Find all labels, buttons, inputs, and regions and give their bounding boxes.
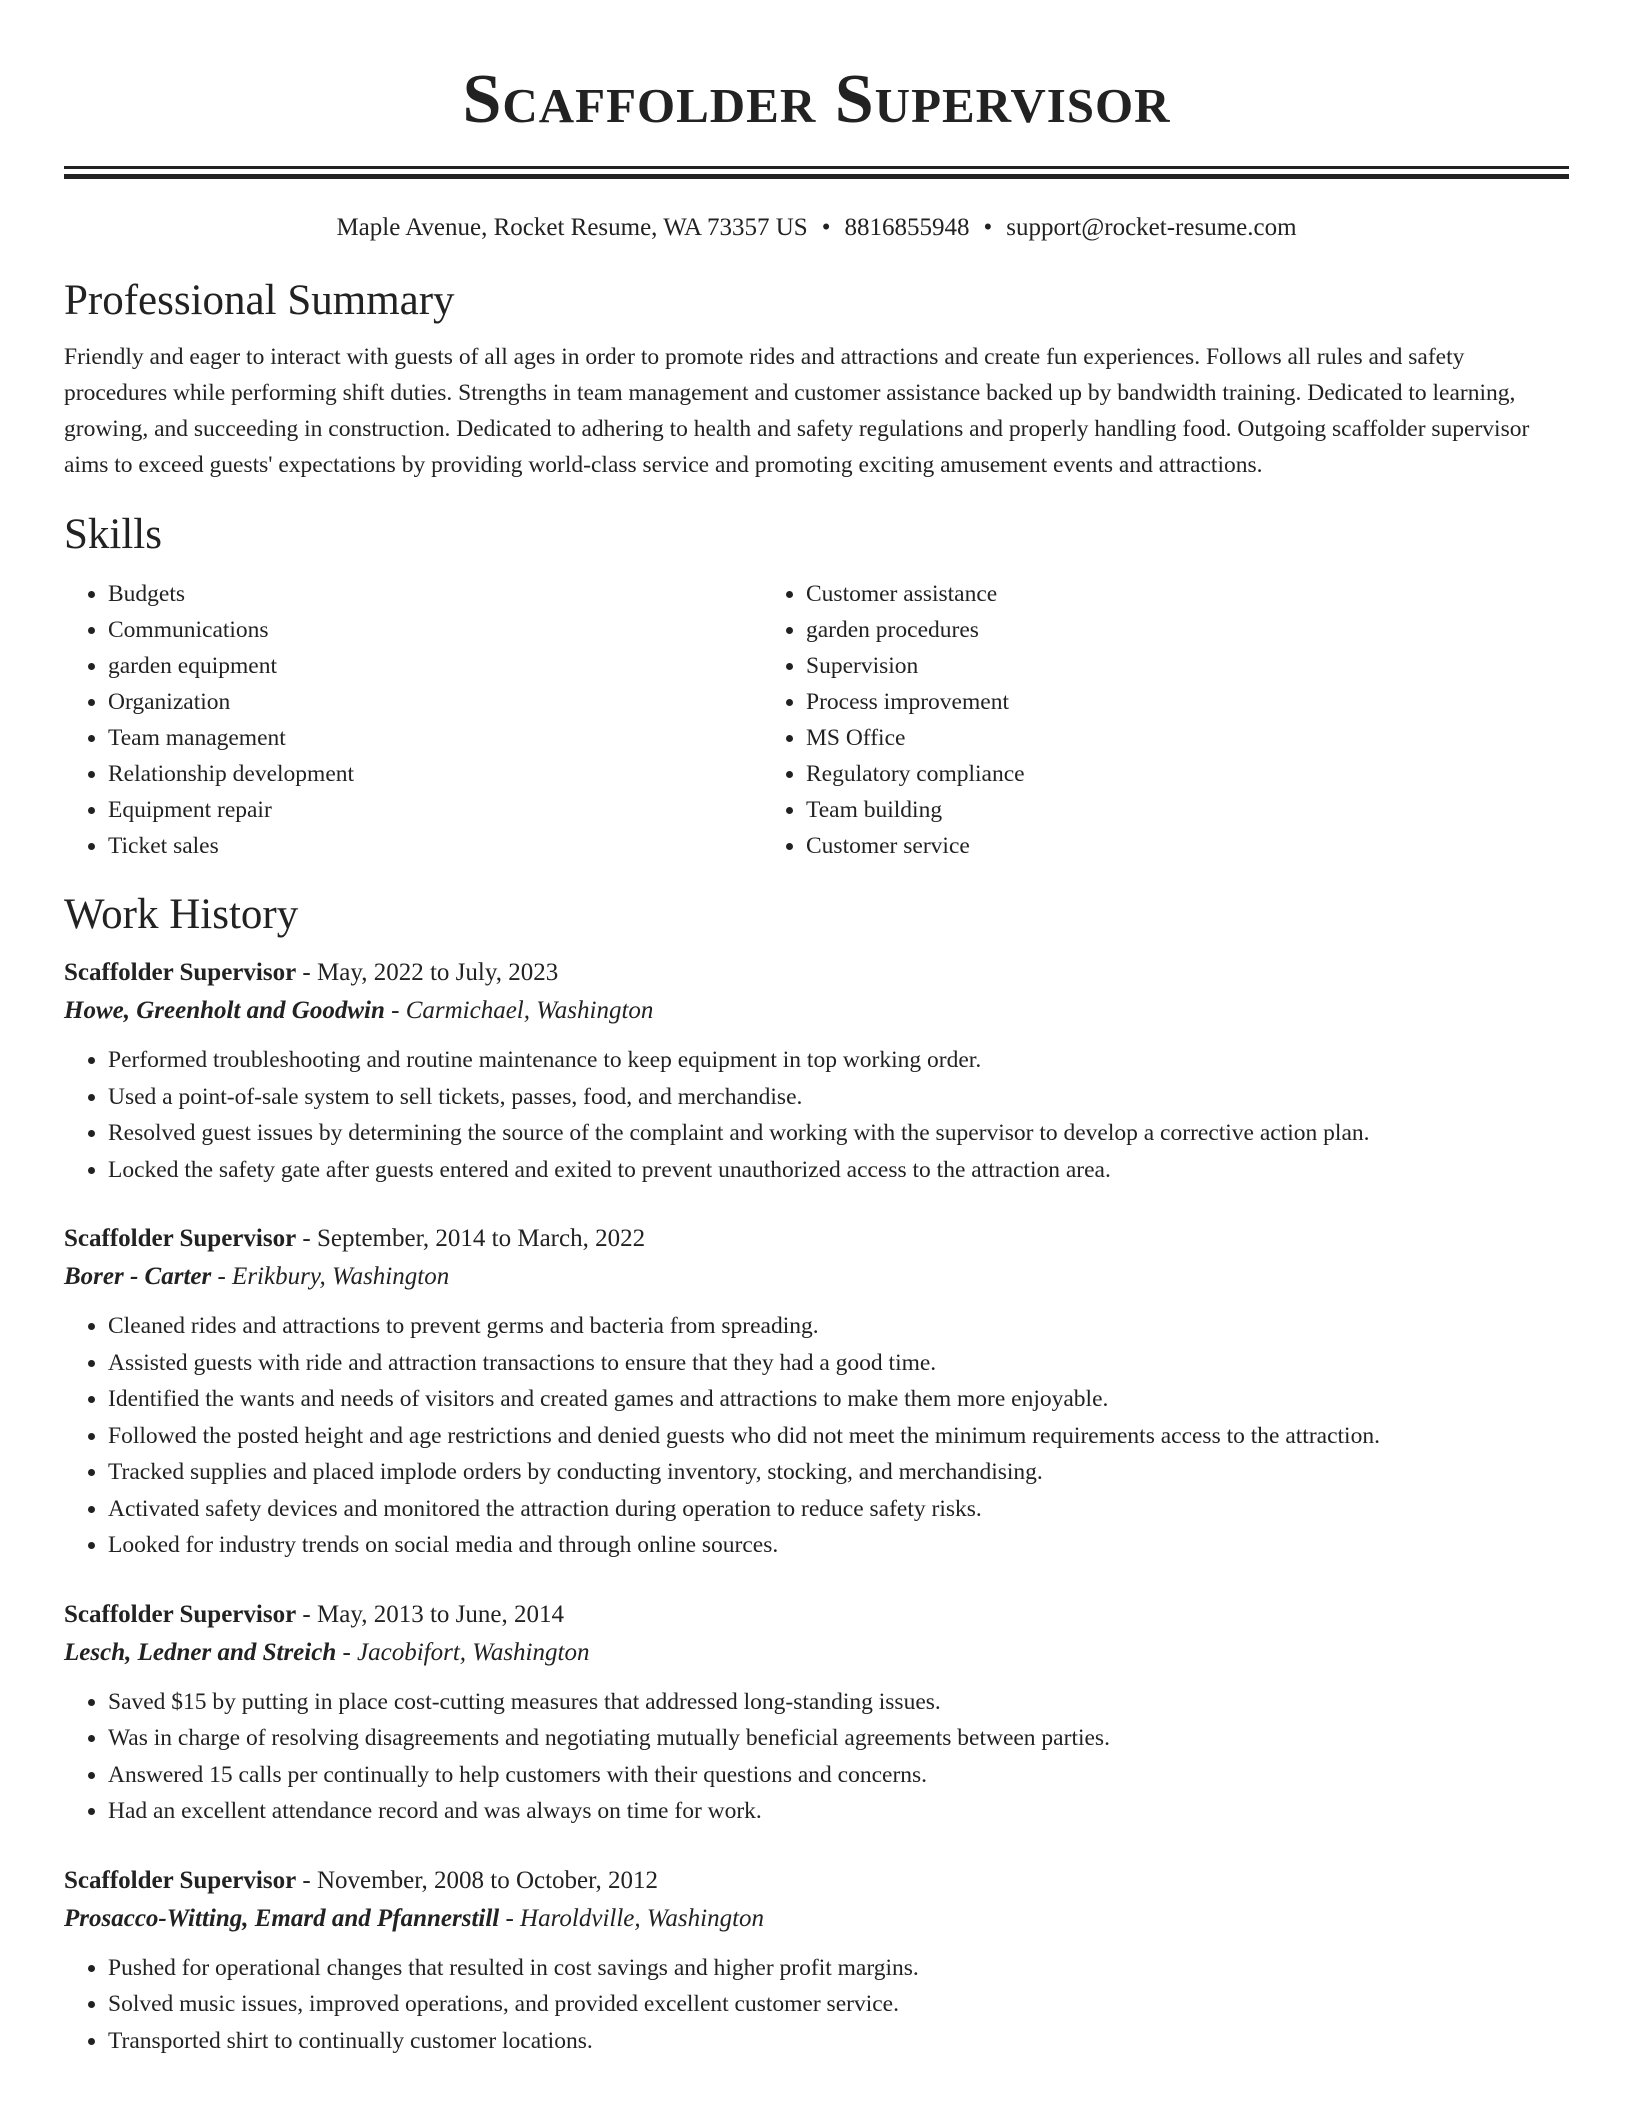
job-location: - Carmichael, Washington xyxy=(384,997,654,1024)
job-company: Howe, Greenholt and Goodwin xyxy=(64,997,385,1024)
job-bullet: • Cleaned rides and attractions to prevent germs and bacteria from spreading. xyxy=(108,1308,1569,1345)
contact-separator: • xyxy=(821,214,831,241)
work-history-heading: Work History xyxy=(64,891,299,938)
skills-left-list xyxy=(64,576,762,864)
job-bullet: • Performed troubleshooting and routine maintenance to keep equipment in top working order. xyxy=(108,1042,1569,1079)
job-entry xyxy=(64,954,1569,1188)
job-dates: - May, 2022 to July, 2023 xyxy=(296,959,559,986)
job-location: - Jacobifort, Washington xyxy=(336,1638,590,1666)
job-bullet: • Activated safety devices and monitored the attraction during operation to reduce safety risks. xyxy=(108,1491,1569,1528)
job-title-line xyxy=(64,954,1569,992)
job-title-line xyxy=(64,1220,1569,1258)
job-title-line xyxy=(64,1862,1569,1900)
job-bullet: • Had an excellent attendance record and was always on time for work. xyxy=(108,1793,1569,1830)
job-bullet: • Looked for industry trends on social media and through online sources. xyxy=(108,1527,1569,1564)
skill-item: • Equipment repair xyxy=(108,792,762,828)
job-entry xyxy=(64,1596,1569,1830)
job-bullet: • Locked the safety gate after guests entered and exited to prevent unauthorized access to the attraction area. xyxy=(108,1152,1569,1189)
contact-line xyxy=(64,212,1569,244)
skill-item: • Regulatory compliance xyxy=(806,756,1460,792)
job-bullet: • Saved $15 by putting in place cost-cutting measures that addressed long-standing issues. xyxy=(108,1684,1569,1721)
contact-email: support@rocket-resume.com xyxy=(1006,214,1297,241)
job-bullets xyxy=(64,1308,1569,1564)
job-bullet: • Pushed for operational changes that resulted in cost savings and higher profit margins. xyxy=(108,1950,1569,1987)
skill-item: • garden procedures xyxy=(806,612,1460,648)
job-bullet: • Resolved guest issues by determining the source of the complaint and working with the supervisor to develop a corrective action plan. xyxy=(108,1115,1569,1152)
job-dates: - May, 2013 to June, 2014 xyxy=(296,1600,564,1628)
job-bullet: • Identified the wants and needs of visitors and created games and attractions to make them more enjoyable. xyxy=(108,1381,1569,1418)
summary-heading: Professional Summary xyxy=(64,277,455,324)
job-bullets xyxy=(64,1684,1569,1830)
resume-page xyxy=(64,0,1569,2059)
job-company-line xyxy=(64,1634,1569,1672)
skill-item: • Organization xyxy=(108,684,762,720)
skill-item: • Team building xyxy=(806,792,1460,828)
job-bullet: • Tracked supplies and placed implode orders by conducting inventory, stocking, and merchandising. xyxy=(108,1454,1569,1491)
job-bullet: • Transported shirt to continually customer locations. xyxy=(108,2023,1569,2060)
skills-heading: Skills xyxy=(64,511,162,558)
job-dates: - September, 2014 to March, 2022 xyxy=(296,1225,646,1252)
skill-item: • Communications xyxy=(108,612,762,648)
job-title-line xyxy=(64,1596,1569,1634)
header-rule-thin xyxy=(64,166,1569,169)
job-bullets xyxy=(64,1042,1569,1188)
skills-right-list xyxy=(762,576,1460,864)
job-role: Scaffolder Supervisor xyxy=(64,1600,297,1628)
job-bullet: • Assisted guests with ride and attraction transactions to ensure that they had a good time. xyxy=(108,1345,1569,1382)
job-company: Lesch, Ledner and Streich xyxy=(64,1638,337,1666)
job-entry xyxy=(64,1220,1569,1564)
job-role: Scaffolder Supervisor xyxy=(64,959,297,986)
job-dates: - November, 2008 to October, 2012 xyxy=(296,1866,658,1894)
skill-item: • Relationship development xyxy=(108,756,762,792)
job-bullet: • Followed the posted height and age restrictions and denied guests who did not meet the minimum requirements access to the attraction. xyxy=(108,1418,1569,1455)
skill-item: • Team management xyxy=(108,720,762,756)
job-company: Borer - Carter xyxy=(64,1263,212,1290)
contact-separator: • xyxy=(983,214,993,241)
skill-item: • Budgets xyxy=(108,576,762,612)
candidate-name: Scaffolder Supervisor xyxy=(462,61,1171,138)
job-bullet: • Answered 15 calls per continually to help customers with their questions and concerns. xyxy=(108,1757,1569,1794)
skills-columns xyxy=(64,576,1569,864)
job-company-line xyxy=(64,1900,1569,1938)
skill-item: • Ticket sales xyxy=(108,828,762,864)
skill-item: • Customer assistance xyxy=(806,576,1460,612)
job-company-line xyxy=(64,992,1569,1030)
job-bullet: • Solved music issues, improved operations, and provided excellent customer service. xyxy=(108,1986,1569,2023)
job-role: Scaffolder Supervisor xyxy=(64,1225,297,1252)
job-bullet: • Was in charge of resolving disagreements and negotiating mutually beneficial agreements between parties. xyxy=(108,1720,1569,1757)
header-rule-thick xyxy=(64,174,1569,179)
job-bullets xyxy=(64,1950,1569,2060)
summary-text: Friendly and eager to interact with guests of all ages in order to promote rides and attractions and create fun experiences. Follows all rules and safety procedures while performing shift duties. Strengths in team management and customer assistance backed up by bandwidth training. Dedicated to learning, growing, and succeeding in construction. Dedicated to adhering to health and safety regulations and properly handling food. Outgoing scaffolder supervisor aims to exceed guests' expectations by providing world-class service and promoting exciting amusement events and attractions. xyxy=(64,344,1530,478)
skill-item: • garden equipment xyxy=(108,648,762,684)
job-location: - Erikbury, Washington xyxy=(211,1263,450,1290)
job-company: Prosacco-Witting, Emard and Pfannerstill xyxy=(64,1904,500,1932)
job-company-line xyxy=(64,1258,1569,1296)
skill-item: • Customer service xyxy=(806,828,1460,864)
job-role: Scaffolder Supervisor xyxy=(64,1866,297,1894)
contact-address: Maple Avenue, Rocket Resume, WA 73357 US xyxy=(336,214,808,241)
skill-item: • Supervision xyxy=(806,648,1460,684)
job-entry xyxy=(64,1862,1569,2060)
skill-item: • Process improvement xyxy=(806,684,1460,720)
job-location: - Haroldville, Washington xyxy=(499,1904,765,1932)
skill-item: • MS Office xyxy=(806,720,1460,756)
contact-phone: 8816855948 xyxy=(844,214,970,241)
job-bullet: • Used a point-of-sale system to sell tickets, passes, food, and merchandise. xyxy=(108,1079,1569,1116)
